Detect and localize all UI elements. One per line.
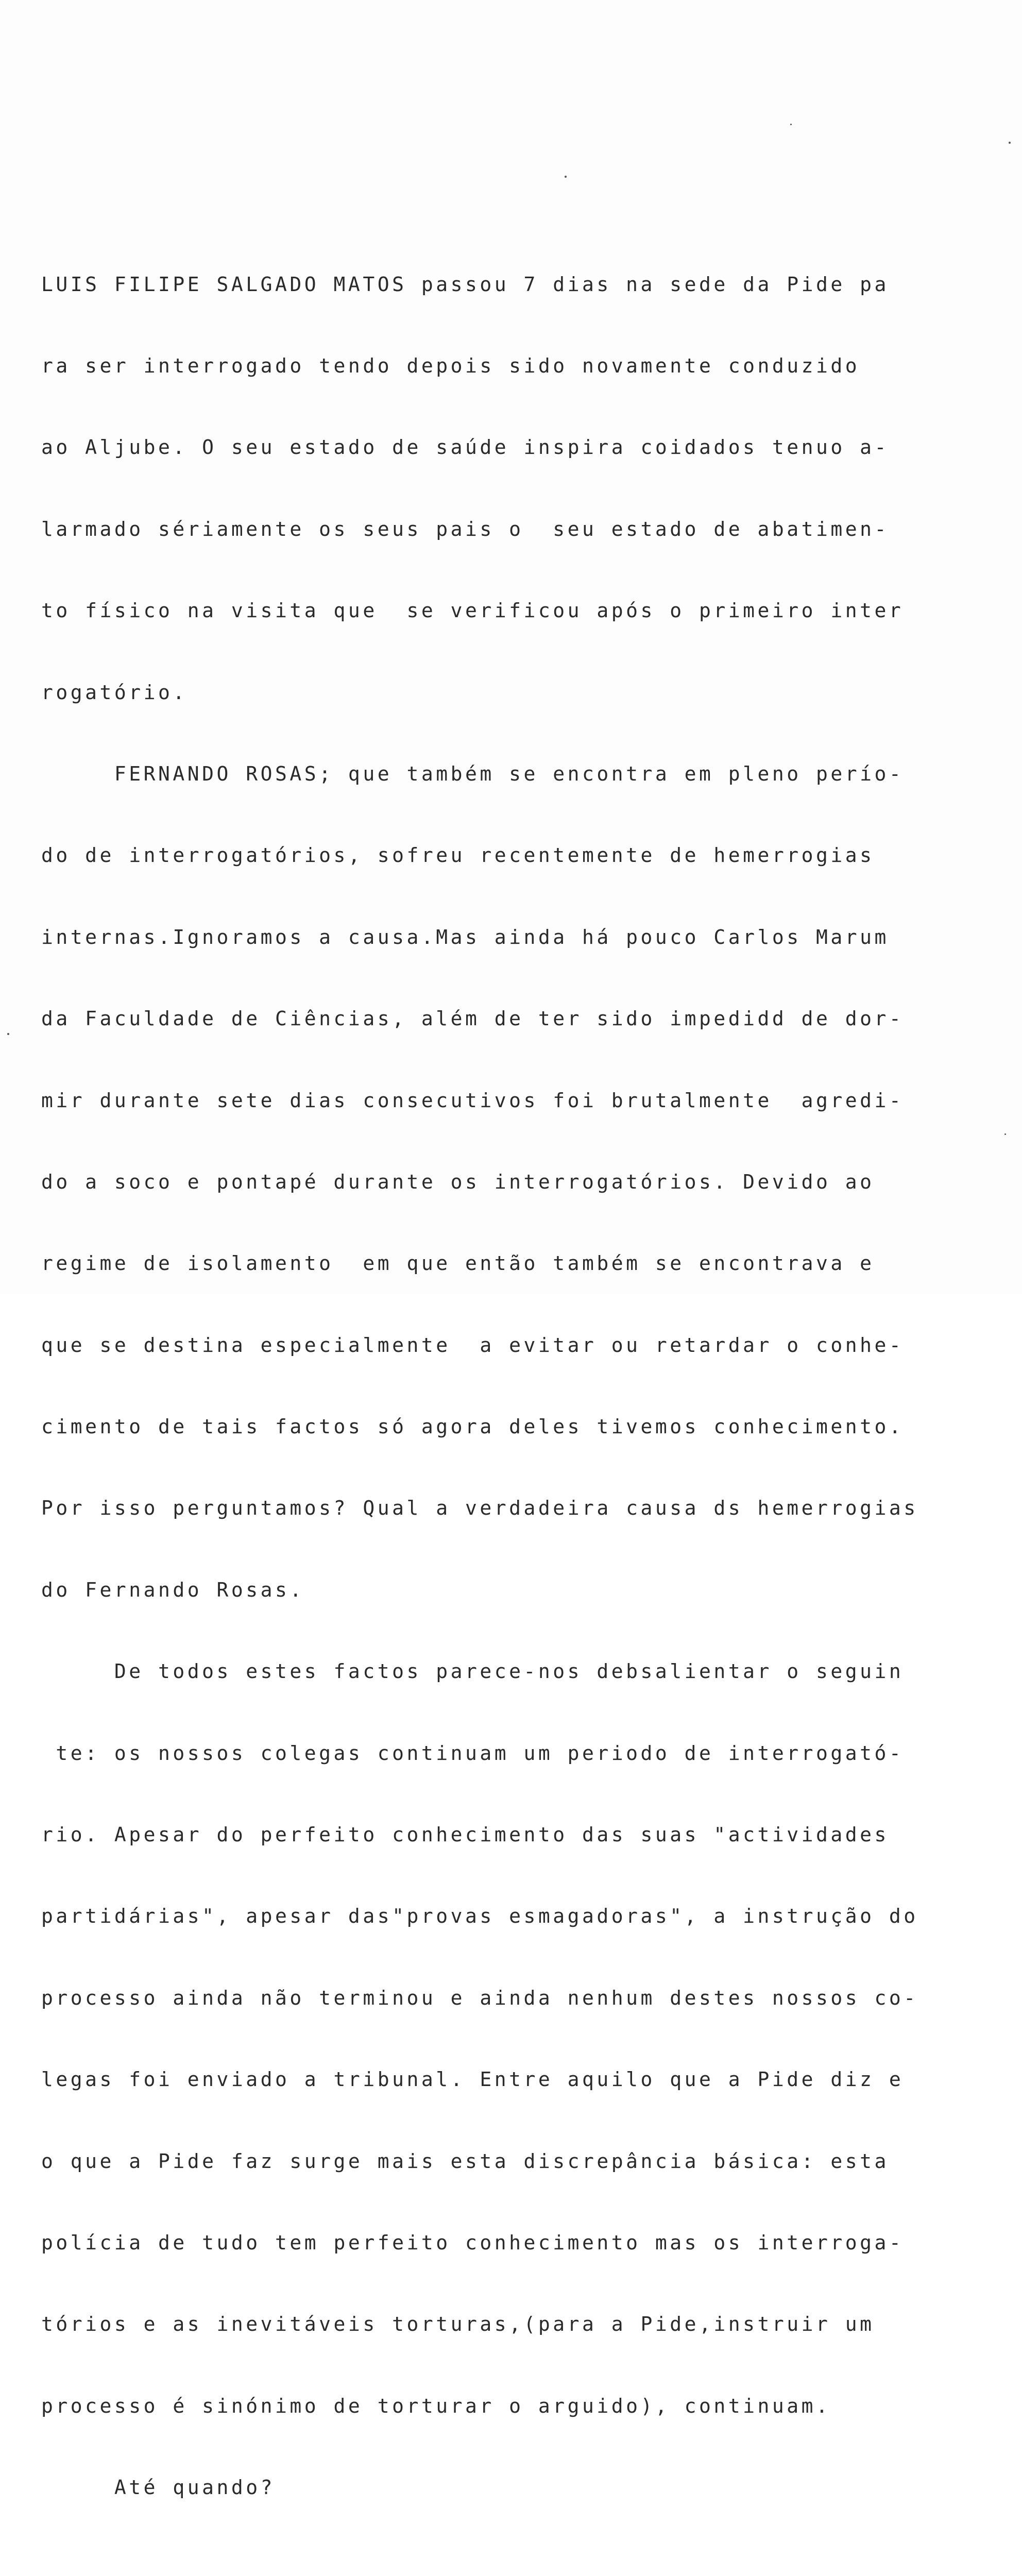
typed-text-body — [41, 216, 989, 2576]
text-line: do de interrogatórios, sofreu recentemente de hemerrogias — [41, 844, 875, 867]
text-line: da Faculdade de Ciências, além de ter sido impedidd de dor- — [41, 1007, 904, 1030]
text-line: De todos estes factos parece-nos debsalientar o seguin — [41, 1660, 904, 1683]
text-line: LUIS FILIPE SALGADO MATOS passou 7 dias na sede da Pide pa — [41, 273, 889, 296]
text-line: ao Aljube. O seu estado de saúde inspira coidados tenuo a- — [41, 436, 889, 459]
text-line: Por isso perguntamos? Qual a verdadeira causa ds hemerrogias — [41, 1497, 918, 1520]
text-line: processo ainda não terminou e ainda nenhum destes nossos co- — [41, 1986, 918, 2009]
text-line: internas.Ignoramos a causa.Mas ainda há pouco Carlos Marum — [41, 925, 889, 948]
text-line: que se destina especialmente a evitar ou retardar o conhe- — [41, 1333, 904, 1357]
text-line: legas foi enviado a tribunal. Entre aquilo que a Pide diz e — [41, 2068, 904, 2091]
paper-speck — [1009, 142, 1011, 144]
paper-speck — [790, 124, 792, 125]
text-line: to físico na visita que se verificou após o primeiro inter — [41, 599, 904, 622]
text-line: FERNANDO ROSAS; que também se encontra em pleno perío- — [41, 762, 904, 785]
text-line: tórios e as inevitáveis torturas,(para a Pide,instruir um — [41, 2313, 875, 2336]
text-line: do Fernando Rosas. — [41, 1578, 304, 1601]
text-line: larmado sériamente os seus pais o seu estado de abatimen- — [41, 517, 889, 540]
paper-speck — [7, 1033, 9, 1035]
text-line: processo é sinónimo de torturar o arguido), continuam. — [41, 2394, 831, 2417]
text-line: Até quando? — [41, 2476, 276, 2499]
paper-speck — [565, 176, 567, 178]
text-line: partidárias", apesar das"provas esmagadoras", a instrução do — [41, 1905, 918, 1928]
text-line: ra ser interrogado tendo depois sido novamente conduzido — [41, 354, 860, 377]
text-line: regime de isolamento em que então também se encontrava e — [41, 1252, 875, 1275]
text-line: te: os nossos colegas continuam um periodo de interrogató- — [41, 1741, 904, 1765]
text-line: cimento de tais factos só agora deles tivemos conhecimento. — [41, 1415, 904, 1438]
text-line: mir durante sete dias consecutivos foi brutalmente agredi- — [41, 1089, 904, 1112]
text-line: polícia de tudo tem perfeito conhecimento mas os interroga- — [41, 2231, 904, 2254]
text-line: rogatório. — [41, 681, 188, 704]
text-line: do a soco e pontapé durante os interrogatórios. Devido ao — [41, 1170, 875, 1193]
text-line: o que a Pide faz surge mais esta discrepância básica: esta — [41, 2149, 889, 2173]
text-line: rio. Apesar do perfeito conhecimento das suas "actividades — [41, 1823, 889, 1846]
paper-speck — [1004, 1133, 1006, 1135]
